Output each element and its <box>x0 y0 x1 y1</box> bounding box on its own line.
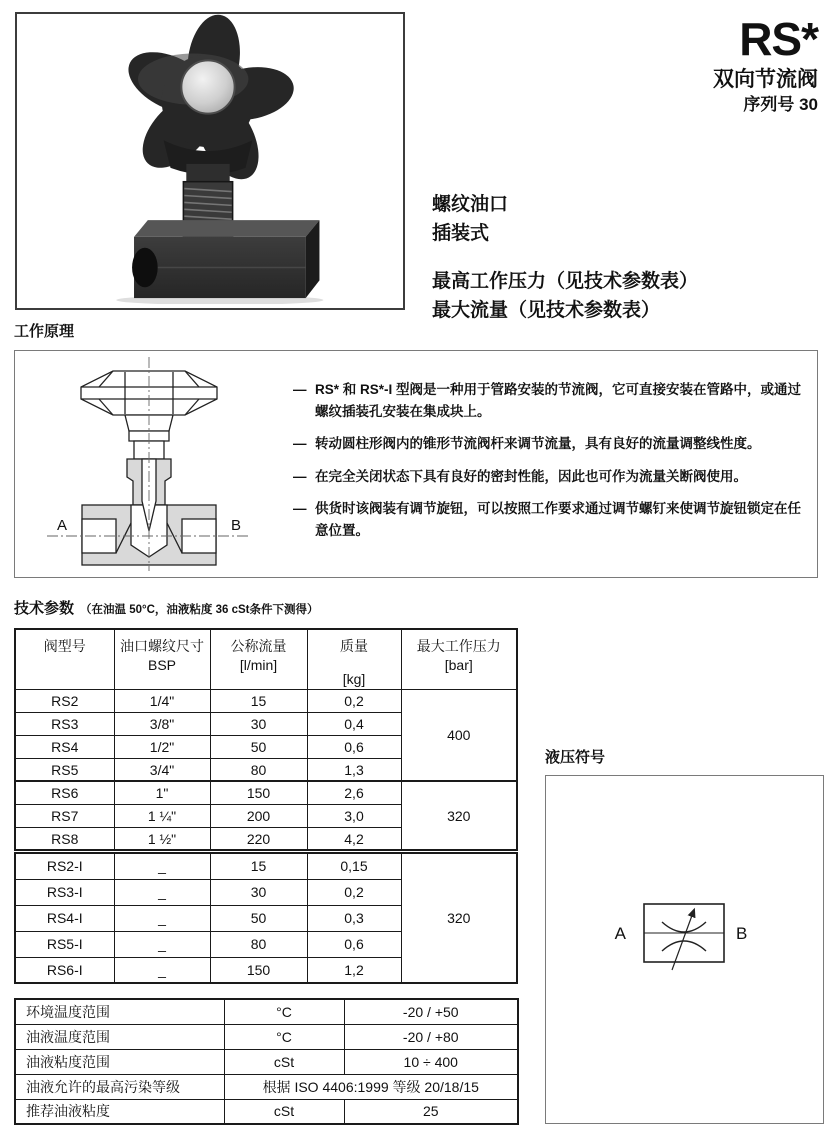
table-row: 推荐油液粘度 cSt 25 <box>15 1099 518 1124</box>
product-photo-frame <box>15 12 405 310</box>
bullet-item: — 转动圆柱形阀内的锥形节流阀杆来调节流量，具有良好的流量调整线性度。 <box>293 433 807 455</box>
tech-params-note: （在油温 50°C，油液粘度 36 cSt条件下测得） <box>80 604 319 616</box>
product-code: RS* <box>739 13 818 65</box>
feature-line: 螺纹油口 <box>432 194 509 215</box>
product-name: 双向节流阀 <box>713 68 818 91</box>
working-principle-box <box>14 350 818 578</box>
bullet-dash: — <box>293 382 307 397</box>
symbol-port-a-label: A <box>614 924 626 943</box>
valve-photo <box>17 14 399 304</box>
spec-ref-line: 最大流量（见技术参数表） <box>432 300 661 322</box>
bullet-dash: — <box>293 436 307 452</box>
port-a-label: A <box>57 517 68 534</box>
table-row: RS2 1/4" 15 0,2 400 <box>15 689 517 712</box>
table-row: RS8 1 ½" 220 4,2 <box>15 827 517 850</box>
table-row: RS5 3/4" 80 1,3 <box>15 758 517 781</box>
bullet-item: — 供货时该阀装有调节旋钮，可以按照工作要求通过调节螺钉来使调节旋钮锁定在任意位置。 <box>293 498 807 541</box>
table-row: RS5-I _ 80 0,6 <box>15 931 517 957</box>
col-pressure: 最大工作压力 [bar] <box>401 629 517 689</box>
table-row: RS6-I _ 150 1,2 <box>15 957 517 983</box>
spec-ref-line: 最高工作压力（见技术参数表） <box>432 270 699 292</box>
col-bsp: 油口螺纹尺寸 BSP <box>114 629 210 689</box>
tech-params-title: 技术参数 <box>14 600 75 617</box>
table-row: RS2-I _ 15 0,15 320 <box>15 853 517 879</box>
bullet-item: — 在完全关闭状态下具有良好的密封性能，因此也可作为流量关断阀使用。 <box>293 466 807 488</box>
bullet-dash: — <box>293 468 307 484</box>
table-row: RS6 1" 150 2,6 320 <box>15 781 517 804</box>
product-series: 序列号 30 <box>743 95 818 114</box>
bullet-item: — RS* 和 RS*-I 型阀是一种用于管路安装的节流阀，它可直接安装在管路中，或通过螺纹插装孔安装在集成块上。 <box>293 379 807 422</box>
description-block <box>432 190 698 326</box>
title-block <box>713 13 818 114</box>
spec-table-main <box>14 628 518 851</box>
table-row: RS7 1 ¼" 200 3,0 <box>15 804 517 827</box>
table-row: 油液温度范围 °C -20 / +80 <box>15 1024 518 1049</box>
valve-cross-section-diagram <box>27 353 277 575</box>
col-model: 阀型号 <box>15 629 114 689</box>
col-mass: 质量 [kg] <box>307 629 401 689</box>
tech-params-title-row <box>14 597 318 618</box>
table-row: 油液粘度范围 cSt 10 ÷ 400 <box>15 1049 518 1074</box>
spec-table-insert <box>14 852 518 984</box>
throttle-valve-symbol <box>574 884 794 994</box>
hydraulic-symbol-box <box>545 775 824 1124</box>
table-row: RS3 3/8" 30 0,4 <box>15 712 517 735</box>
table-row: 油液允许的最高污染等级 根据 ISO 4406:1999 等级 20/18/15 <box>15 1074 518 1099</box>
table-row: RS4-I _ 50 0,3 <box>15 905 517 931</box>
table-row: RS3-I _ 30 0,2 <box>15 879 517 905</box>
hydraulic-symbol-title: 液压符号 <box>545 749 606 766</box>
bullet-dash: — <box>293 501 307 517</box>
working-principle-text <box>293 379 807 553</box>
conditions-table <box>14 998 519 1125</box>
pressure-group-320: 320 <box>401 781 517 850</box>
table-row: 环境温度范围 °C -20 / +50 <box>15 999 518 1024</box>
pressure-group-400: 400 <box>401 689 517 781</box>
pressure-group-320-insert: 320 <box>401 853 517 983</box>
feature-line: 插装式 <box>432 223 490 245</box>
port-b-label: B <box>231 517 242 534</box>
col-flow: 公称流量 [l/min] <box>210 629 307 689</box>
table-row: RS4 1/2" 50 0,6 <box>15 735 517 758</box>
working-principle-title: 工作原理 <box>14 323 75 340</box>
symbol-port-b-label: B <box>736 924 748 943</box>
